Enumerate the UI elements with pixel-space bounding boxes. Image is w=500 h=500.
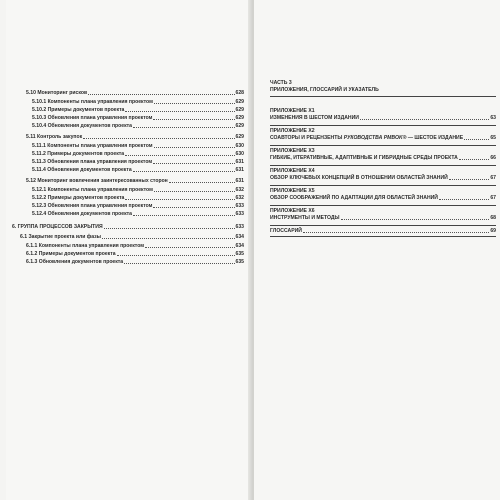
toc-entry-page: 634 — [235, 234, 244, 240]
dot-leader — [154, 147, 235, 148]
dot-leader — [133, 215, 235, 216]
toc-entry-page: 629 — [235, 99, 244, 105]
dot-leader — [125, 111, 234, 112]
part-rule — [270, 96, 496, 97]
appendix-title: ГИБКИЕ, ИТЕРАТИВНЫЕ, АДАПТИВНЫЕ И ГИБРИДНЫЕ СРЕДЫ ПРОЕКТА — [270, 154, 458, 161]
toc-entry-page: 630 — [235, 151, 244, 157]
toc-entry-page: 632 — [235, 195, 244, 201]
dot-leader — [117, 255, 235, 256]
toc-entry — [32, 115, 244, 121]
toc-entry — [32, 107, 244, 113]
right-page — [254, 0, 500, 500]
section-rule — [270, 165, 496, 166]
dot-leader — [439, 199, 489, 200]
toc-entry-page: 634 — [235, 243, 244, 249]
toc-entry-page: 628 — [235, 90, 244, 96]
appendix-page: 63 — [490, 114, 496, 121]
toc-entry — [32, 159, 244, 165]
dot-leader — [153, 119, 234, 120]
appendix-label: ПРИЛОЖЕНИЕ Х2 — [270, 128, 315, 134]
toc-entry-page: 632 — [235, 187, 244, 193]
appendix-title-line — [270, 115, 496, 122]
appendix-title: СОАВТОРЫ И РЕЦЕНЗЕНТЫ РУКОВОДСТВА PMBOK® — ШЕСТОЕ ИЗДАНИЕ — [270, 134, 464, 141]
appendix-page: 66 — [490, 154, 496, 161]
dot-leader — [153, 163, 234, 164]
section-rule — [270, 225, 496, 226]
appendix-title-line — [270, 175, 496, 182]
appendix-entry — [270, 148, 496, 161]
toc-entry-title: 5.10.4 Обновления документов проекта — [32, 123, 132, 129]
appendix-label: ПРИЛОЖЕНИЕ Х3 — [270, 148, 315, 154]
toc-entry — [26, 251, 244, 257]
appendix-label: ПРИЛОЖЕНИЕ Х5 — [270, 188, 315, 194]
dot-leader — [125, 199, 234, 200]
part-title: ПРИЛОЖЕНИЯ, ГЛОССАРИЙ И УКАЗАТЕЛЬ — [270, 86, 379, 93]
appendix-page: 68 — [490, 214, 496, 221]
toc-entry-page: 635 — [235, 259, 244, 265]
appendix-title-line — [270, 155, 496, 162]
dot-leader — [303, 232, 489, 233]
section-rule — [270, 125, 496, 126]
dot-leader — [104, 228, 235, 229]
toc-entry-title: 6.1.2 Примеры документов проекта — [26, 251, 116, 257]
toc-entry-title: 5.10.3 Обновления плана управления проектом — [32, 115, 153, 121]
appendix-page: 67 — [490, 194, 496, 201]
toc-entry — [12, 224, 244, 230]
toc-entry — [20, 234, 244, 240]
appendix-label: ПРИЛОЖЕНИЕ Х4 — [270, 168, 315, 174]
appendix-label: ПРИЛОЖЕНИЕ Х1 — [270, 108, 315, 114]
part-heading — [270, 80, 494, 93]
toc-entry — [32, 211, 244, 217]
toc-entry — [26, 90, 244, 96]
dot-leader — [449, 179, 490, 180]
toc-entry-page: 629 — [235, 123, 244, 129]
glossary-page: 69 — [490, 228, 496, 234]
dot-leader — [341, 219, 490, 220]
toc-entry-page: 631 — [235, 178, 244, 184]
appendix-title-line — [270, 215, 496, 222]
toc-entry-page: 633 — [235, 224, 244, 230]
toc-entry-page: 633 — [235, 211, 244, 217]
toc-entry-title: 5.12.1 Компоненты плана управления проектом — [32, 187, 153, 193]
dot-leader — [133, 171, 235, 172]
toc-entry-page: 629 — [235, 134, 244, 140]
toc-entry-page: 629 — [235, 107, 244, 113]
toc-entry-title: 5.12.3 Обновления плана управления проектом — [32, 203, 153, 209]
glossary-title: ГЛОССАРИЙ — [270, 228, 302, 234]
toc-entry-title: 5.12 Мониторинг вовлечения заинтересованных сторон — [26, 178, 168, 184]
appendix-entry — [270, 128, 496, 141]
appendix-page: 67 — [490, 174, 496, 181]
dot-leader — [154, 103, 235, 104]
appendix-title: ИНСТРУМЕНТЫ И МЕТОДЫ — [270, 214, 340, 221]
toc-entry-title: 5.12.2 Примеры документов проекта — [32, 195, 125, 201]
toc-entry-title: 5.11.2 Примеры документов проекта — [32, 151, 125, 157]
appendix-entry — [270, 168, 496, 181]
toc-entry-page: 633 — [235, 203, 244, 209]
section-rule — [270, 145, 496, 146]
section-rule — [270, 205, 496, 206]
glossary-entry — [270, 228, 496, 235]
appendix-entry — [270, 188, 496, 201]
toc-entry-page: 635 — [235, 251, 244, 257]
toc-entry-title: 5.10 Мониторинг рисков — [26, 90, 88, 96]
toc-entry — [32, 187, 244, 193]
toc-entry-title: 5.11.4 Обновления документов проекта — [32, 167, 132, 173]
part-label: ЧАСТЬ 3 — [270, 80, 292, 86]
dot-leader — [102, 238, 235, 239]
dot-leader — [88, 94, 234, 95]
toc-entry-title: 5.12.4 Обновления документов проекта — [32, 211, 132, 217]
toc-entry — [32, 123, 244, 129]
toc-entry-title: 5.11.1 Компоненты плана управления проектом — [32, 143, 153, 149]
dot-leader — [360, 119, 489, 120]
toc-entry-title: 5.10.1 Компоненты плана управления проектом — [32, 99, 153, 105]
appendix-page: 65 — [490, 134, 496, 141]
toc-entry — [26, 178, 244, 184]
toc-entry-title: 6.1.1 Компоненты плана управления проектом — [26, 243, 145, 249]
toc-entry — [32, 99, 244, 105]
toc-entry — [26, 243, 244, 249]
toc-entry — [32, 195, 244, 201]
toc-entry-title: 6. ГРУППА ПРОЦЕССОВ ЗАКРЫТИЯ — [12, 224, 103, 230]
toc-entry — [32, 151, 244, 157]
toc-entry-title: 6.1 Закрытие проекта или фазы — [20, 234, 101, 240]
appendix-title: ОБЗОР СООБРАЖЕНИЙ ПО АДАПТАЦИИ ДЛЯ ОБЛАСТЕЙ ЗНАНИЙ — [270, 194, 438, 201]
dot-leader — [124, 263, 234, 264]
appendix-entry — [270, 108, 496, 121]
toc-entry — [32, 167, 244, 173]
toc-entry-page: 631 — [235, 159, 244, 165]
toc-entry-page: 631 — [235, 167, 244, 173]
appendix-title-line — [270, 195, 496, 202]
dot-leader — [133, 127, 235, 128]
dot-leader — [169, 182, 235, 183]
section-rule — [270, 185, 496, 186]
appendix-title-line — [270, 135, 496, 142]
toc-entry-title: 5.10.2 Примеры документов проекта — [32, 107, 125, 113]
toc-entry-title: 5.11 Контроль закупок — [26, 134, 83, 140]
dot-leader — [464, 139, 489, 140]
appendix-title: ИЗМЕНЕНИЯ В ШЕСТОМ ИЗДАНИИ — [270, 114, 359, 121]
dot-leader — [125, 155, 234, 156]
toc-entry — [26, 259, 244, 265]
toc-entry — [26, 134, 244, 140]
left-page — [6, 0, 252, 500]
appendix-title: ОБЗОР КЛЮЧЕВЫХ КОНЦЕПЦИЙ В ОТНОШЕНИИ ОБЛАСТЕЙ ЗНАНИЙ — [270, 174, 448, 181]
toc-entry — [32, 143, 244, 149]
appendix-entry — [270, 208, 496, 221]
dot-leader — [154, 191, 235, 192]
dot-leader — [153, 207, 234, 208]
appendix-label: ПРИЛОЖЕНИЕ Х6 — [270, 208, 315, 214]
dot-leader — [459, 159, 490, 160]
toc-entry-title: 5.11.3 Обновления плана управления проектом — [32, 159, 153, 165]
toc-entry — [32, 203, 244, 209]
dot-leader — [83, 138, 234, 139]
toc-entry-title: 6.1.3 Обновления документов проекта — [26, 259, 124, 265]
section-rule — [270, 236, 496, 237]
dot-leader — [145, 247, 234, 248]
toc-entry-page: 629 — [235, 115, 244, 121]
toc-entry-page: 630 — [235, 143, 244, 149]
